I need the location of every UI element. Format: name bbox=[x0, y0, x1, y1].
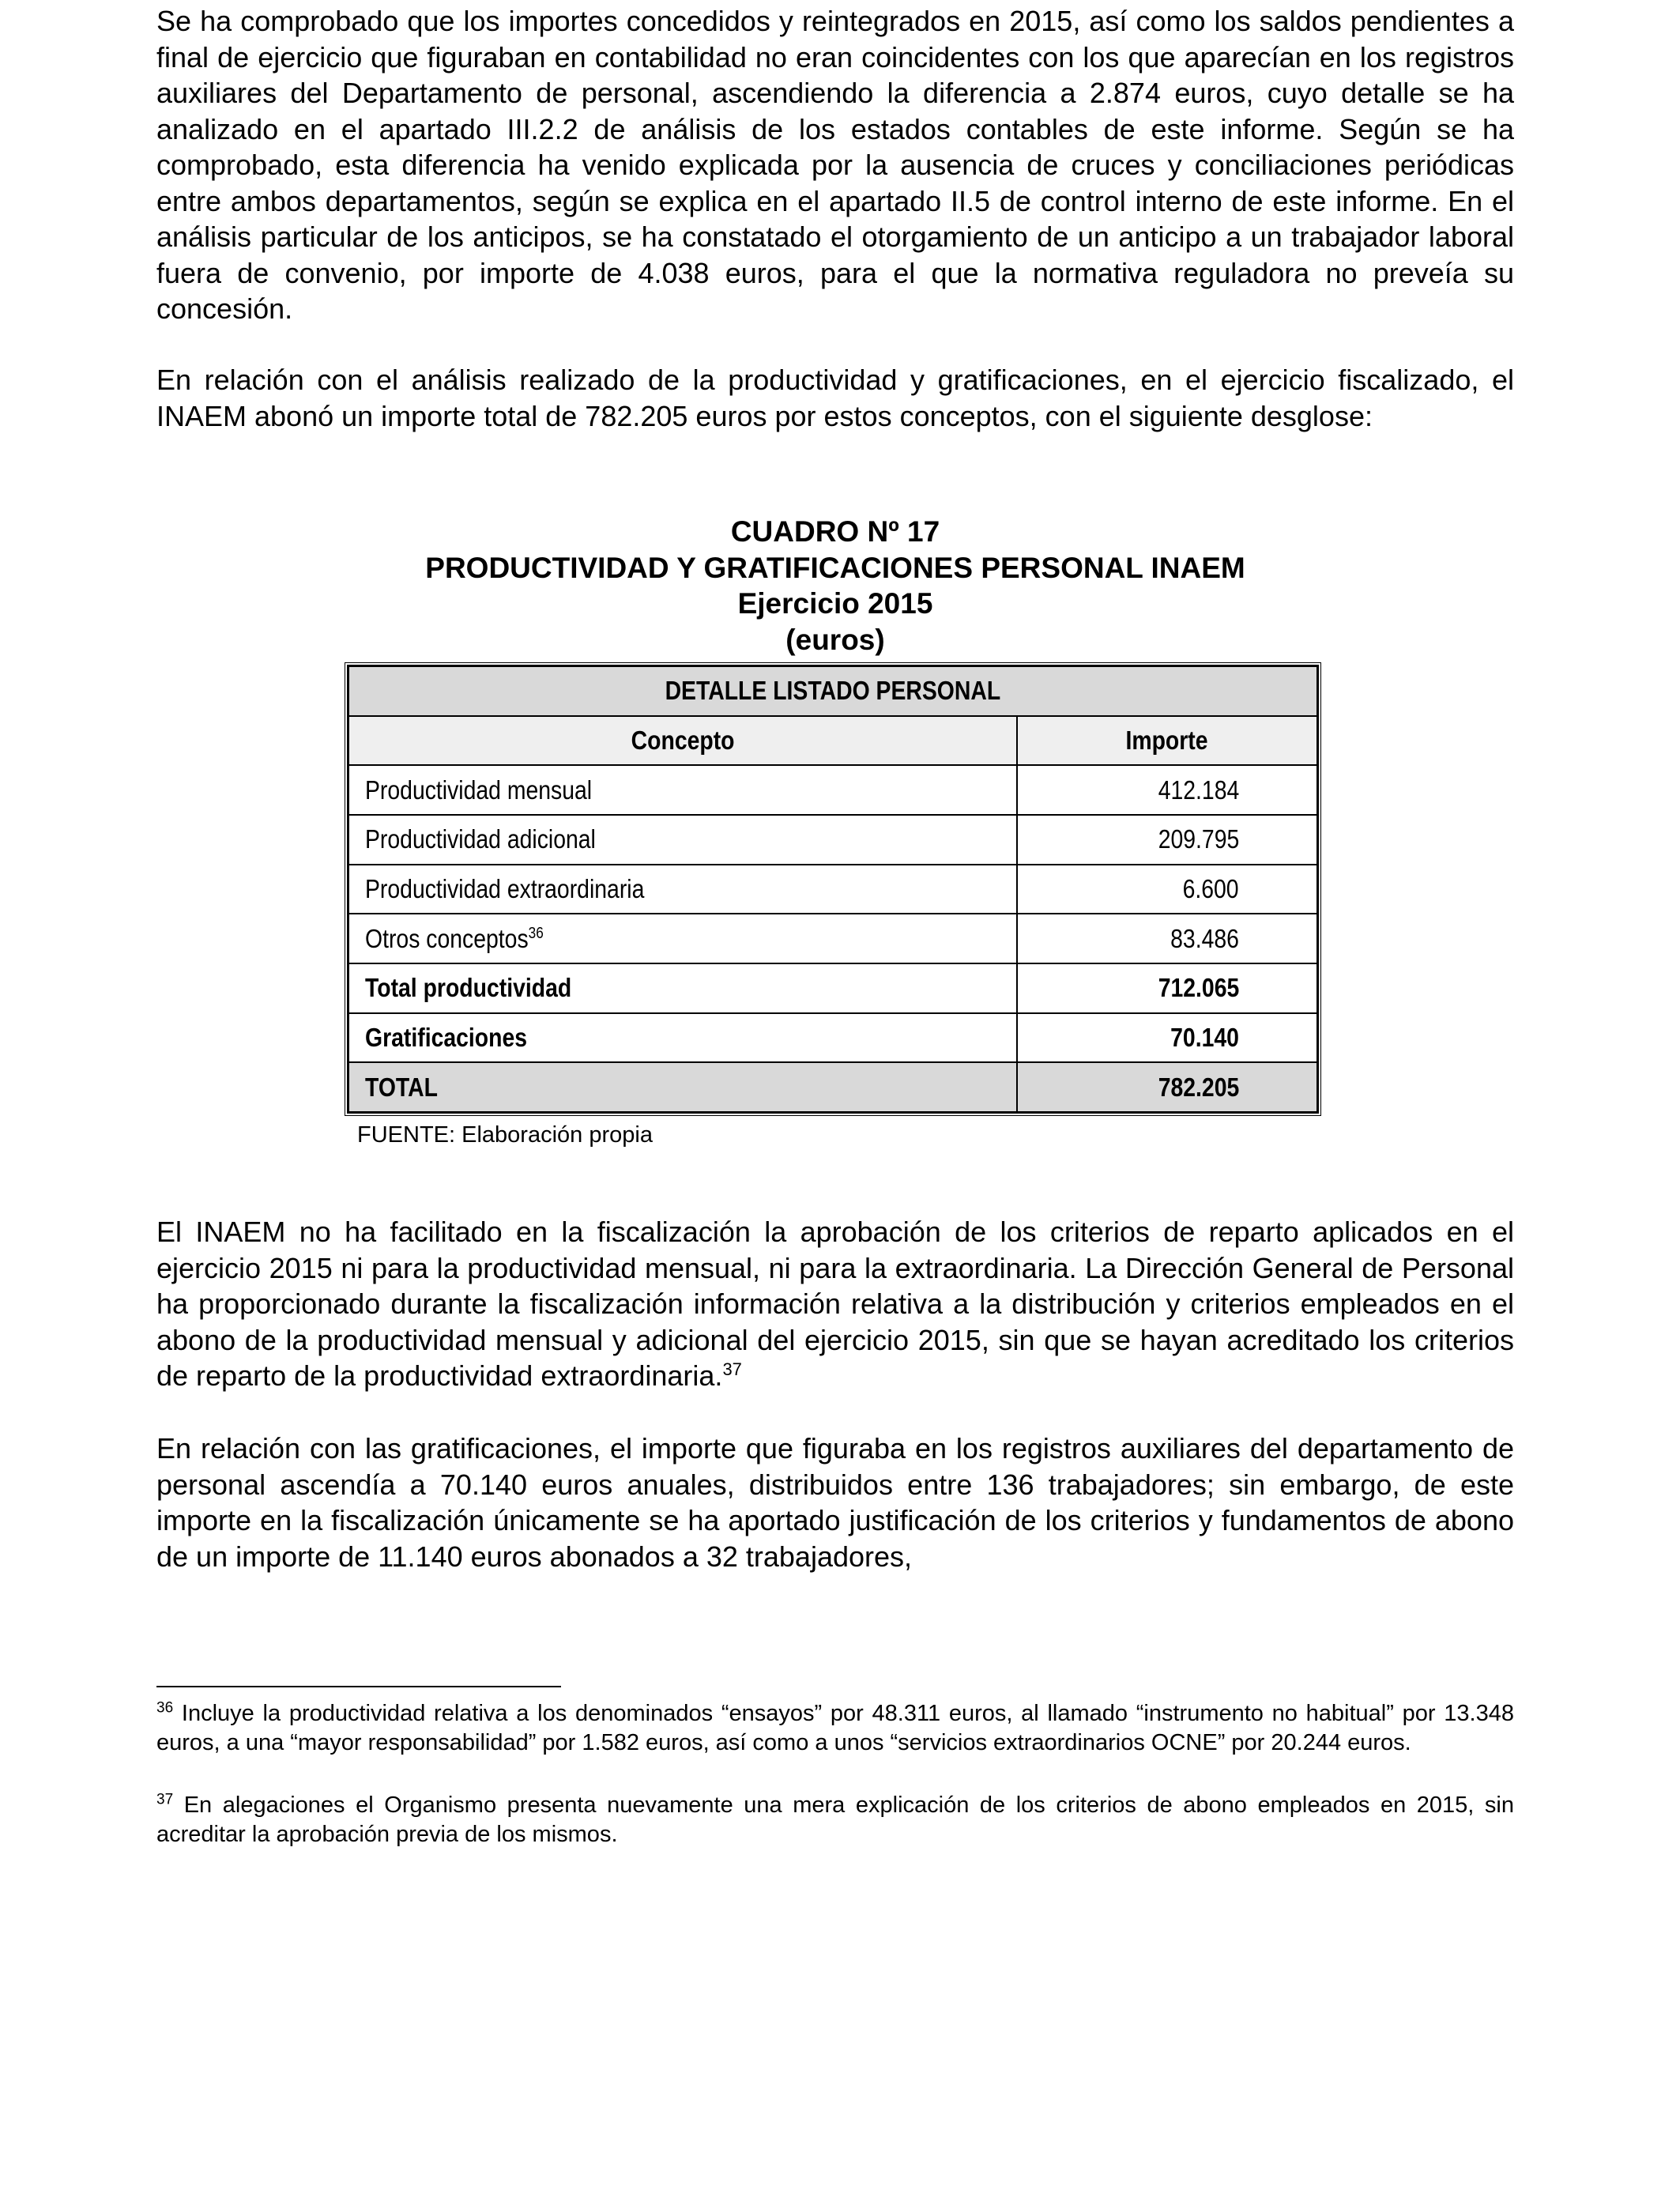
footnote-mark: 37 bbox=[156, 1791, 174, 1808]
paragraph-criterios-text: El INAEM no ha facilitado en la fiscalización la aprobación de los criterios de reparto aplicados en el ejercicio 2015 ni para la productividad mensual, ni para la extraordinaria. La Dirección General de Personal ha proporcionado durante la fiscalización información relativa a la distribución y criterios empleados en el abono de la productividad mensual y adicional del ejercicio 2015, sin que se hayan acreditado los criterios de reparto de la productividad extraordinaria. bbox=[156, 1216, 1514, 1392]
row-amount: 70.140 bbox=[1170, 1022, 1239, 1052]
footnote-separator bbox=[156, 1686, 561, 1687]
table-header-row bbox=[348, 716, 1317, 766]
table-source: FUENTE: Elaboración propia bbox=[357, 1122, 653, 1148]
paragraph-productividad-intro: En relación con el análisis realizado de la productividad y gratificaciones, en el ejercicio fiscalizado, el INAEM abonó un importe total de 782.205 euros por estos conceptos, con el siguiente desglose: bbox=[156, 364, 1514, 432]
productivity-table bbox=[345, 662, 1321, 1116]
table-number: CUADRO Nº 17 bbox=[730, 515, 940, 548]
table-caption bbox=[156, 514, 1514, 658]
paragraph-anticipos: Se ha comprobado que los importes concedidos y reintegrados en 2015, así como los saldos pendientes a final de ejercicio que figuraban en contabilidad no eran coincidentes con los que aparecían en los registros auxiliares del Departamento de personal, ascendiendo la diferencia a 2.874 euros, cuyo detalle se ha analizado en el apartado III.2.2 de análisis de los estados contables de este informe. Según se ha comprobado, esta diferencia ha venido explicada por la ausencia de cruces y conciliaciones periódicas entre ambos departamentos, según se explica en el apartado II.5 de control interno de este informe. En el análisis particular de los anticipos, se ha constatado el otorgamiento de un anticipo a un trabajador laboral fuera de convenio, por importe de 4.038 euros, para el que la normativa reguladora no preveía su concesión. bbox=[156, 5, 1514, 325]
footnote-mark: 36 bbox=[156, 1699, 174, 1717]
table-row bbox=[348, 914, 1317, 963]
row-concept: Productividad adicional bbox=[365, 824, 596, 854]
paragraph-criterios-reparto bbox=[156, 1214, 1514, 1394]
column-header-importe: Importe bbox=[1125, 725, 1209, 755]
table-banner-row bbox=[348, 666, 1317, 716]
row-amount: 782.205 bbox=[1158, 1072, 1239, 1102]
footnote-37 bbox=[156, 1791, 1514, 1849]
column-header-concepto: Concepto bbox=[631, 725, 735, 755]
row-concept: Otros conceptos bbox=[365, 923, 529, 953]
row-concept: Productividad extraordinaria bbox=[365, 873, 645, 903]
table-unit: (euros) bbox=[785, 623, 885, 656]
table-year: Ejercicio 2015 bbox=[737, 587, 933, 620]
table-banner: DETALLE LISTADO PERSONAL bbox=[665, 676, 1001, 706]
row-concept: Productividad mensual bbox=[365, 775, 593, 805]
table-row bbox=[348, 865, 1317, 914]
footnote-ref-36: 36 bbox=[528, 924, 544, 942]
row-amount: 712.065 bbox=[1158, 973, 1239, 1003]
row-concept: TOTAL bbox=[365, 1072, 438, 1102]
footnote-ref-37: 37 bbox=[722, 1359, 742, 1379]
footnote-36 bbox=[156, 1699, 1514, 1758]
table-row-total bbox=[348, 1062, 1317, 1112]
table-title: PRODUCTIVIDAD Y GRATIFICACIONES PERSONAL INAEM bbox=[425, 551, 1245, 584]
row-amount: 209.795 bbox=[1158, 824, 1239, 854]
footnote-text: Incluye la productividad relativa a los denominados “ensayos” por 48.311 euros, al llamado “instrumento no habitual” por 13.348 euros, a una “mayor responsabilidad” por 1.582 euros, así como a unos “servicios extraordinarios OCNE” por 20.244 euros. bbox=[156, 1701, 1514, 1755]
table-row bbox=[348, 815, 1317, 865]
row-amount: 83.486 bbox=[1170, 923, 1239, 953]
table-row-gratificaciones bbox=[348, 1013, 1317, 1063]
table-row bbox=[348, 765, 1317, 815]
row-concept: Total productividad bbox=[365, 973, 572, 1003]
row-amount: 6.600 bbox=[1182, 873, 1239, 903]
table-row-subtotal bbox=[348, 963, 1317, 1013]
footnote-text: En alegaciones el Organismo presenta nuevamente una mera explicación de los criterios de abono empleados en 2015, sin acreditar la aprobación previa de los mismos. bbox=[156, 1793, 1514, 1847]
row-amount: 412.184 bbox=[1158, 775, 1239, 805]
row-concept: Gratificaciones bbox=[365, 1022, 528, 1052]
paragraph-gratificaciones: En relación con las gratificaciones, el importe que figuraba en los registros auxiliares del departamento de personal ascendía a 70.140 euros anuales, distribuidos entre 136 trabajadores; sin embargo, de este importe en la fiscalización únicamente se ha aportado justificación de los criterios y fundamentos de abono de un importe de 11.140 euros abonados a 32 trabajadores, bbox=[156, 1432, 1514, 1573]
